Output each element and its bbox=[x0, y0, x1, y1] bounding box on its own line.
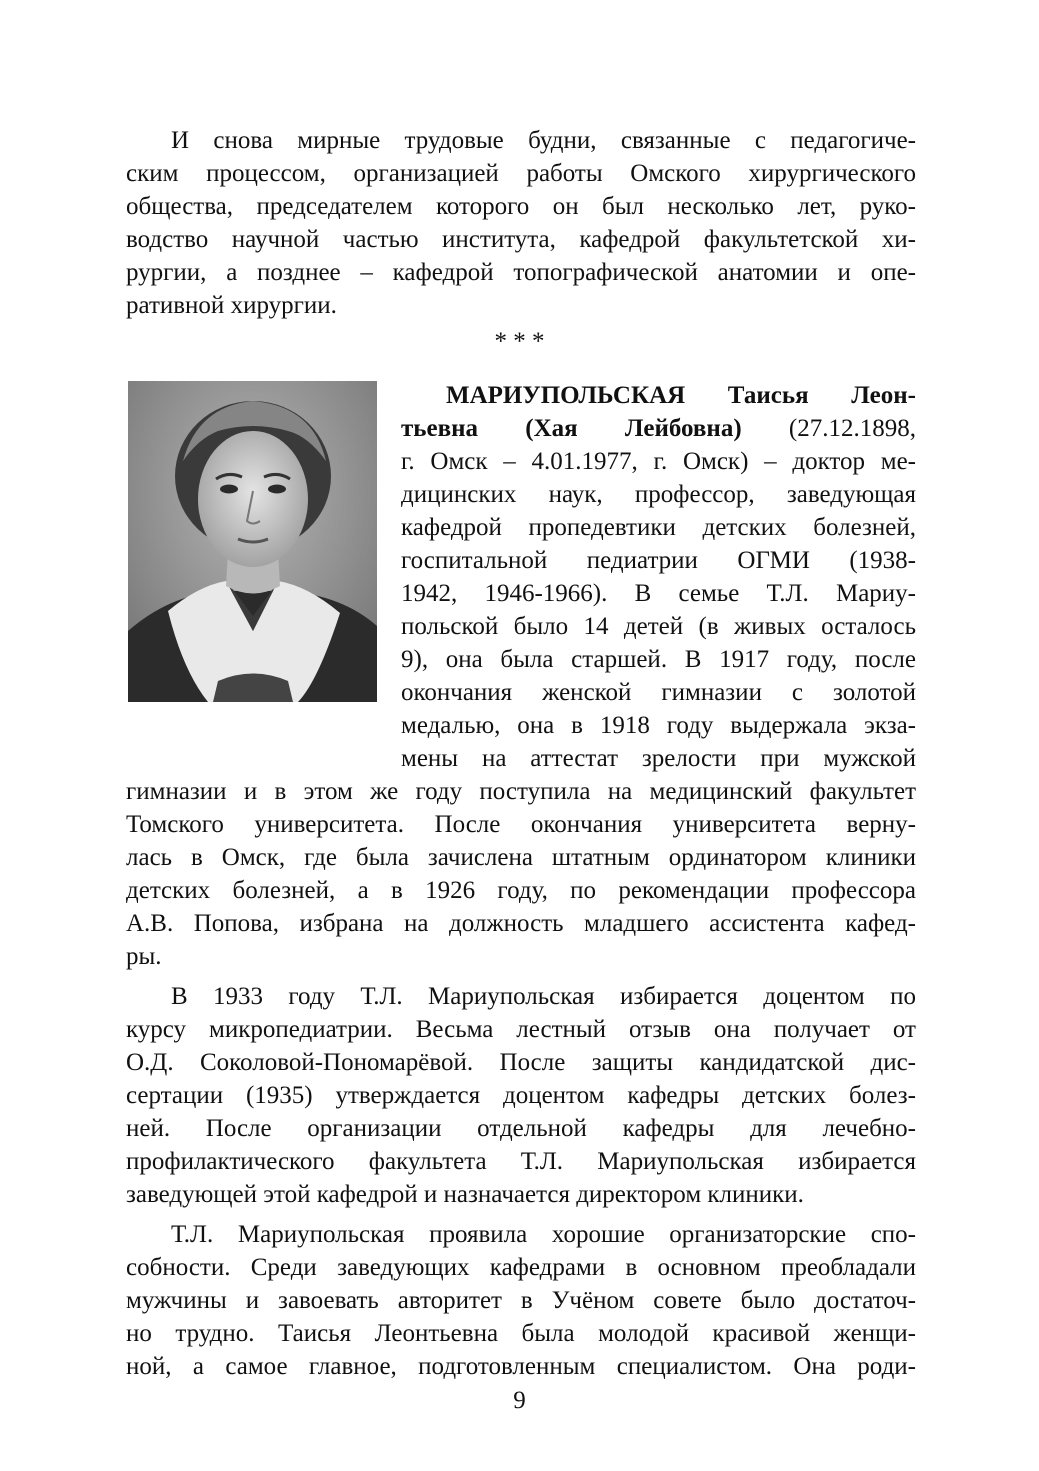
text-line: заведующей этой кафедрой и назначается директором клиники. bbox=[126, 1181, 804, 1208]
text-line: ней. После организации отдельной кафедры для лечебно- bbox=[126, 1115, 916, 1142]
text-line: дицинских наук, профессор, заведующая bbox=[401, 481, 916, 508]
portrait-photo bbox=[128, 381, 377, 702]
portrait-photo-icon bbox=[128, 381, 377, 702]
biography-dates: (27.12.1898, bbox=[741, 415, 916, 442]
text-line: г. Омск – 4.01.1977, г. Омск) – доктор ме- bbox=[401, 448, 916, 475]
text-line: курсу микропедиатрии. Весьма лестный отзыв она получает от bbox=[126, 1016, 916, 1043]
text-line: О.Д. Соколовой-Пономарёвой. После защиты кандидатской дис- bbox=[126, 1049, 916, 1076]
text-line: гимназии и в этом же году поступила на медицинский факультет bbox=[126, 778, 916, 805]
biography-name-line bbox=[401, 413, 916, 445]
text-line: ративной хирургии. bbox=[126, 292, 337, 319]
biography-name-alt: тьевна (Хая Лейбовна) bbox=[401, 415, 742, 442]
text-line: госпитальной педиатрии ОГМИ (1938- bbox=[401, 547, 916, 574]
text-line: мужчины и завоевать авторитет в Учёном совете было достаточ- bbox=[126, 1287, 916, 1314]
text-line: 1942, 1946-1966). В семье Т.Л. Мариу- bbox=[401, 580, 916, 607]
text-line: ским процессом, организацией работы Омского хирургического bbox=[126, 160, 916, 187]
text-line: мены на аттестат зрелости при мужской bbox=[401, 745, 916, 772]
text-line: И снова мирные трудовые будни, связанные с педагогиче- bbox=[171, 127, 916, 154]
text-line: кафедрой пропедевтики детских болезней, bbox=[401, 514, 916, 541]
text-line: медалью, она в 1918 году выдержала экза- bbox=[401, 712, 916, 739]
text-line: окончания женской гимназии с золотой bbox=[401, 679, 916, 706]
text-line: но трудно. Таисья Леонтьевна была молодой красивой женщи- bbox=[126, 1320, 916, 1347]
text-line: детских болезней, а в 1926 году, по рекомендации профессора bbox=[126, 877, 916, 904]
text-line: Томского университета. После окончания университета верну- bbox=[126, 811, 916, 838]
page-number: 9 bbox=[513, 1387, 526, 1414]
biography-name-line bbox=[446, 380, 916, 412]
section-separator: * * * bbox=[494, 328, 545, 355]
text-line: польской было 14 детей (в живых осталось bbox=[401, 613, 916, 640]
text-line: ной, а самое главное, подготовленным специалистом. Она роди- bbox=[126, 1353, 916, 1380]
text-line: водство научной частью института, кафедрой факультетской хи- bbox=[126, 226, 916, 253]
biography-name: МАРИУПОЛЬСКАЯ Таисья Леон- bbox=[446, 382, 916, 409]
text-line: Т.Л. Мариупольская проявила хорошие организаторские спо- bbox=[171, 1221, 916, 1248]
text-line: сертации (1935) утверждается доцентом кафедры детских болез- bbox=[126, 1082, 916, 1109]
text-line: общества, председателем которого он был несколько лет, руко- bbox=[126, 193, 916, 220]
text-line: лась в Омск, где была зачислена штатным ординатором клиники bbox=[126, 844, 916, 871]
text-line: рургии, а позднее – кафедрой топографической анатомии и опе- bbox=[126, 259, 916, 286]
text-line: ры. bbox=[126, 943, 162, 970]
text-line: профилактического факультета Т.Л. Мариупольская избирается bbox=[126, 1148, 916, 1175]
text-line: собности. Среди заведующих кафедрами в основном преобладали bbox=[126, 1254, 916, 1281]
text-line: А.В. Попова, избрана на должность младшего ассистента кафед- bbox=[126, 910, 916, 937]
text-line: 9), она была старшей. В 1917 году, после bbox=[401, 646, 916, 673]
text-line: В 1933 году Т.Л. Мариупольская избирается доцентом по bbox=[171, 983, 916, 1010]
